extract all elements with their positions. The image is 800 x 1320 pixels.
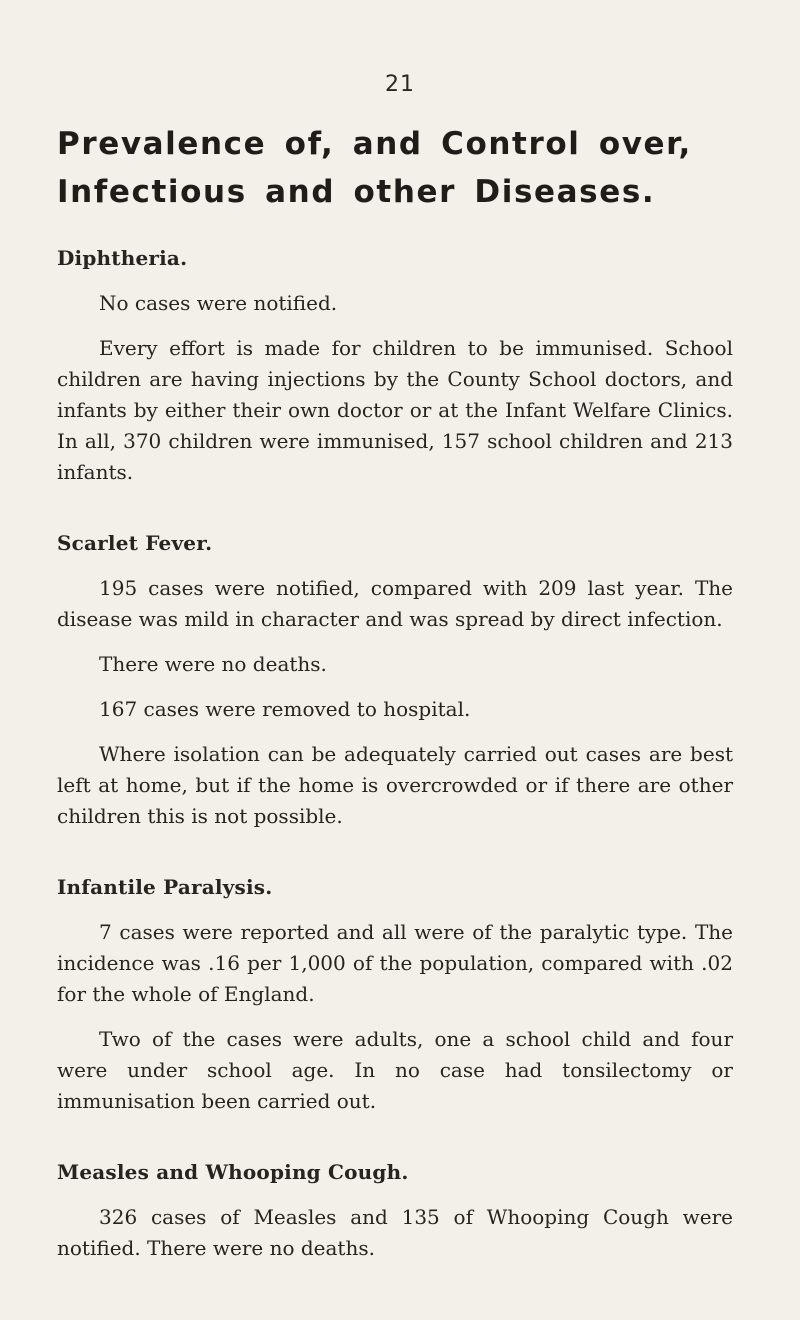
paragraph: 326 cases of Measles and 135 of Whooping Cough were notified. There were no deaths. (57, 1205, 733, 1260)
section-title: Infantile Paralysis. (57, 875, 273, 899)
section-infantile-paralysis (57, 872, 733, 1117)
page-number: 21 (385, 72, 415, 97)
document-body (57, 243, 733, 1304)
paragraph: There were no deaths. (99, 652, 327, 676)
paragraph: 195 cases were notified, compared with 209 last year. The disease was mild in character and was spread by direct infection. (57, 576, 733, 631)
page-title-line-1: Prevalence of, and Control over, (57, 126, 692, 162)
section-title: Diphtheria. (57, 246, 188, 270)
paragraph: Two of the cases were adults, one a school child and four were under school age. In no case had tonsilectomy or immunisation been carried out. (57, 1027, 733, 1113)
page-title (57, 120, 747, 216)
paragraph: Every effort is made for children to be immunised. School children are having injections by the County School doctors, and infants by either their own doctor or at the Infant Welfare Clinics. In all, 370 children were immunised, 157 school children and 213 infants. (57, 336, 733, 484)
section-title: Scarlet Fever. (57, 531, 213, 555)
section-title: Measles and Whooping Cough. (57, 1160, 409, 1184)
paragraph: 7 cases were reported and all were of the paralytic type. The incidence was .16 per 1,000 of the population, compared with .02 for the whole of England. (57, 920, 733, 1006)
page-title-line-2: Infectious and other Diseases. (57, 174, 656, 210)
paragraph: Where isolation can be adequately carried out cases are best left at home, but if the home is overcrowded or if there are other children this is not possible. (57, 742, 733, 828)
section-scarlet-fever (57, 528, 733, 832)
section-measles-whooping-cough (57, 1157, 733, 1264)
paragraph: No cases were notified. (99, 291, 338, 315)
paragraph: 167 cases were removed to hospital. (99, 697, 471, 721)
section-diphtheria (57, 243, 733, 488)
